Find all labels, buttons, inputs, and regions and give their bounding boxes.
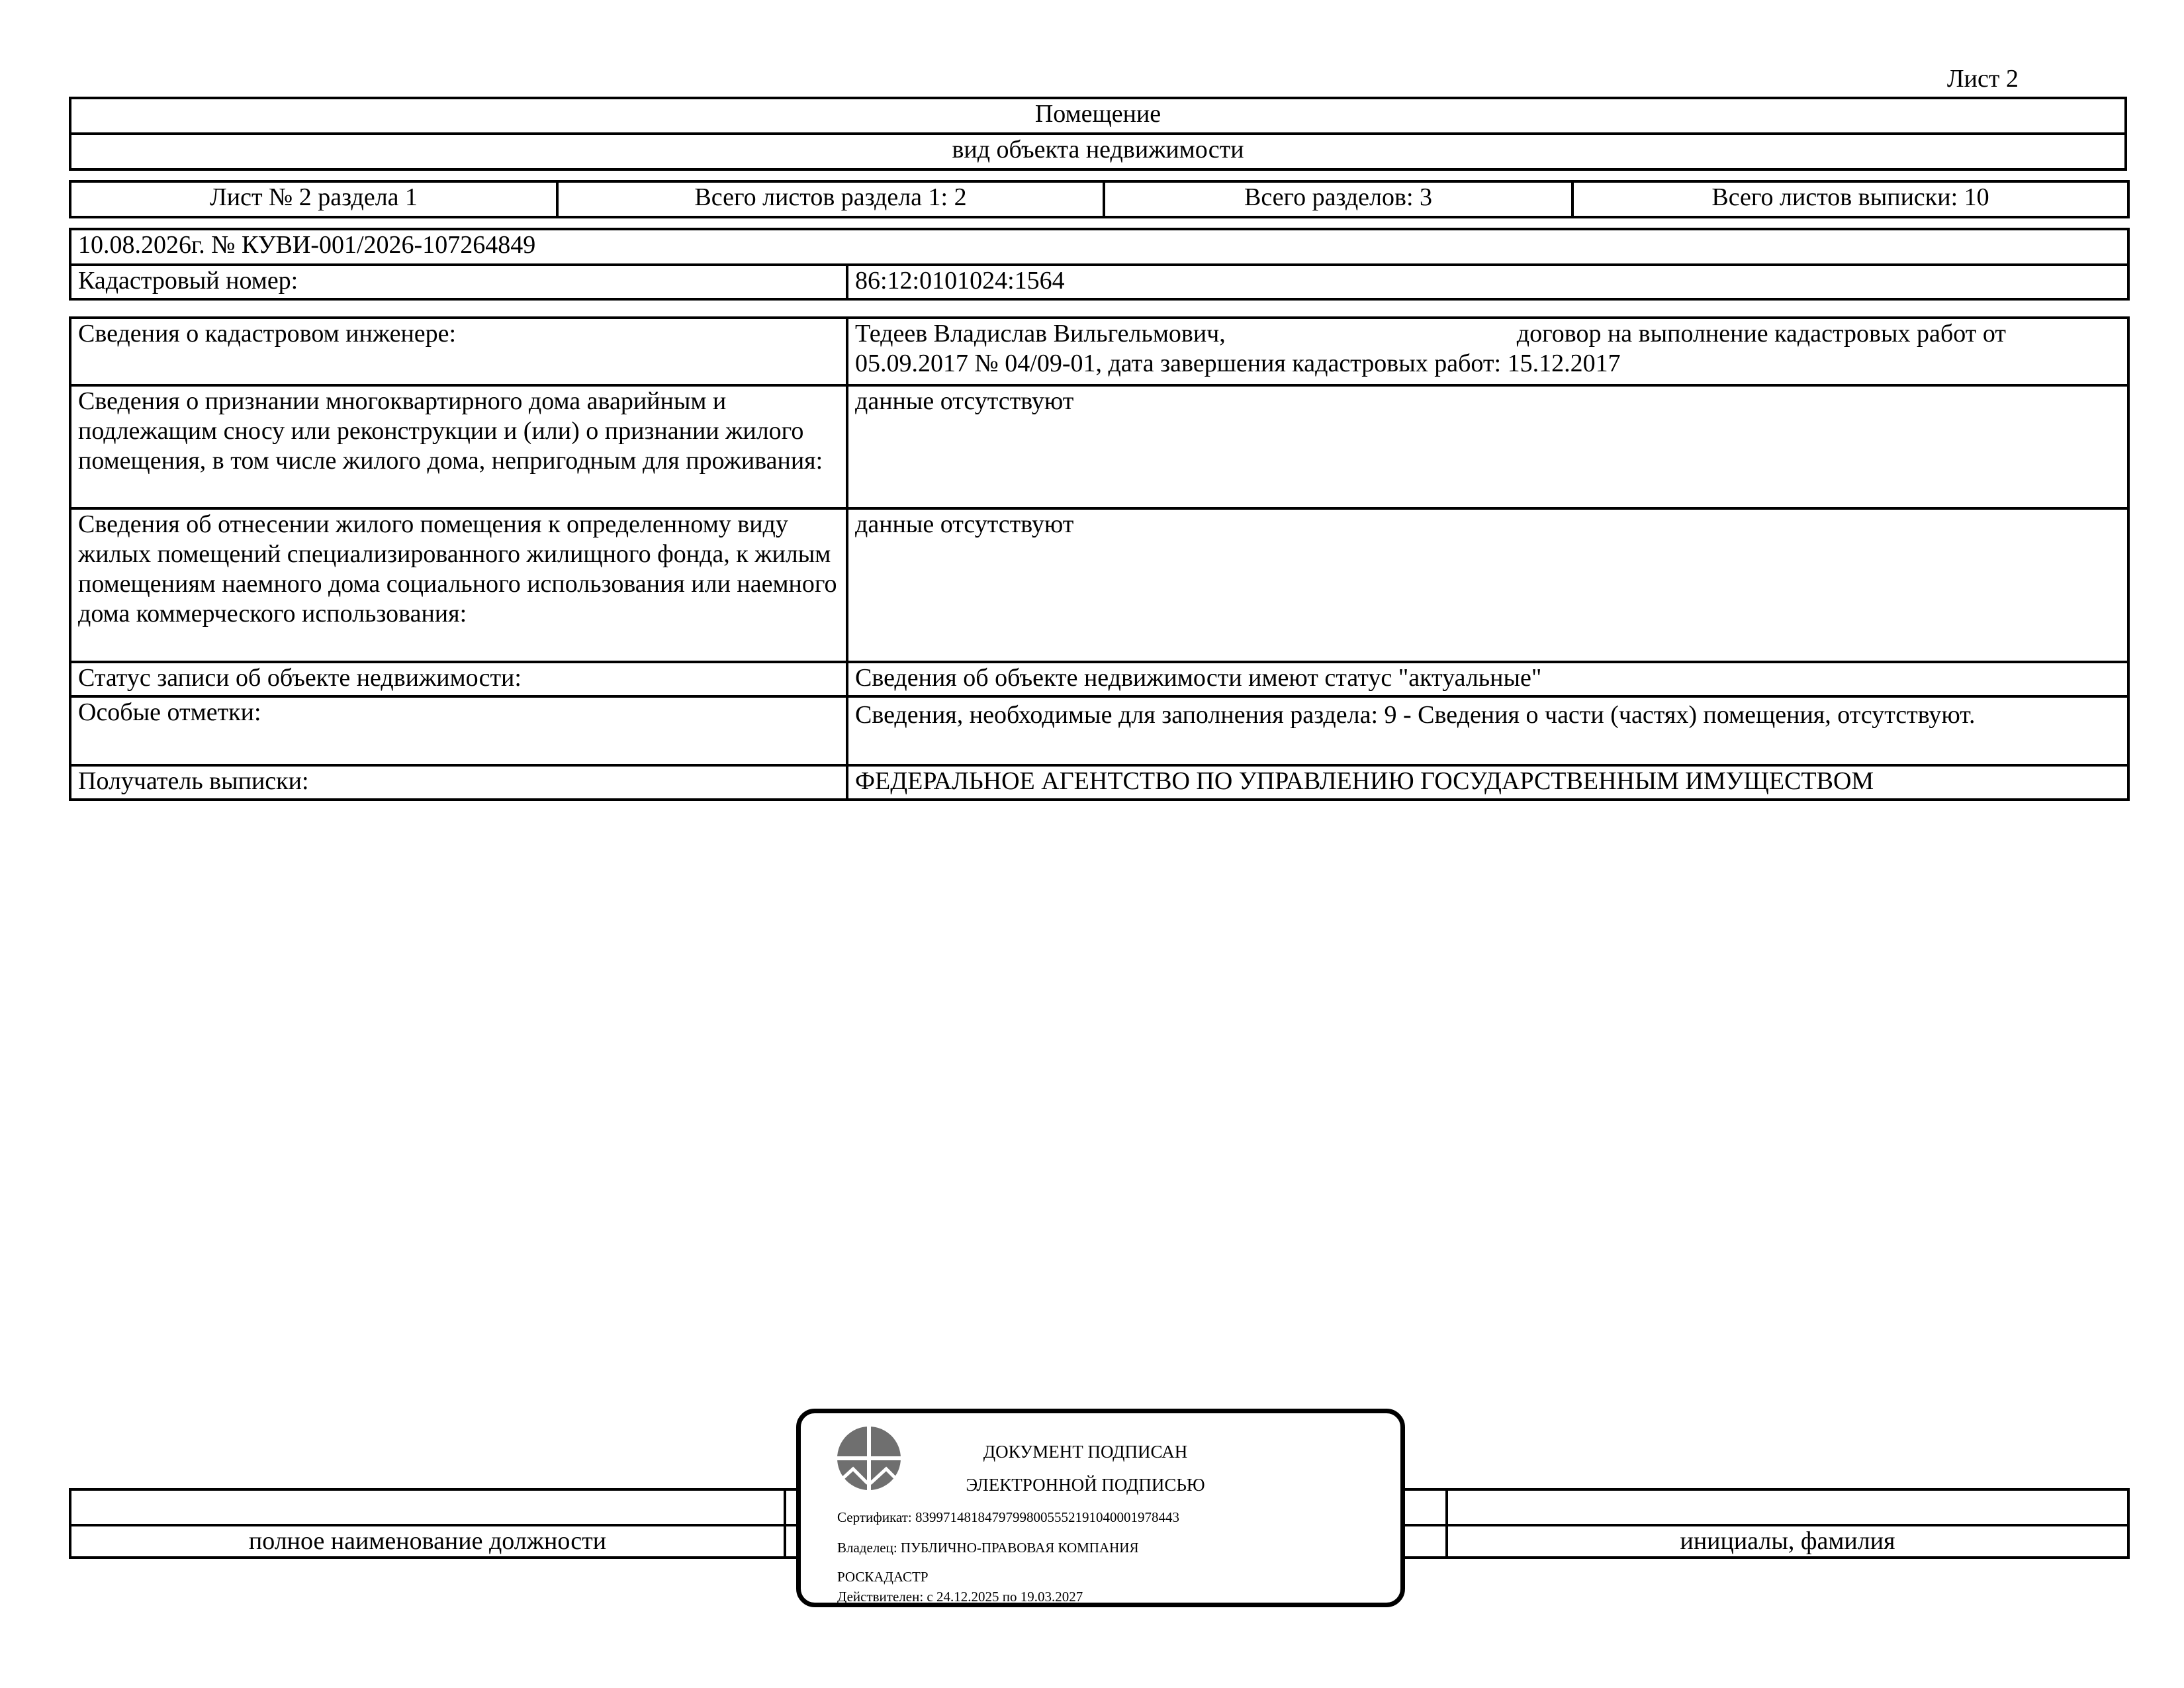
- engineer-contract-part1: договор на выполнение кадастровых работ от: [1516, 320, 2006, 348]
- engineer-name: Тедеев Владислав Вильгельмович,: [855, 320, 1226, 348]
- special-marks-row: [70, 696, 2128, 765]
- engineer-label: Сведения о кадастровом инженере:: [70, 318, 847, 385]
- engineer-row: [70, 318, 2128, 385]
- record-status-label: Статус записи об объекте недвижимости:: [70, 662, 847, 696]
- housing-type-row: [70, 508, 2128, 662]
- object-kind-caption: вид объекта недвижимости: [70, 134, 2126, 169]
- special-marks-label: Особые отметки:: [70, 696, 847, 765]
- stamp-certificate: Сертификат: 83997148184797998005552191040001978443: [837, 1509, 1179, 1525]
- emergency-label: Сведения о признании многоквартирного дома аварийным и подлежащим сносу или реконструкции и (или) о признании жилого помещения, в том числе жилого дома, непригодным для проживания:: [70, 385, 847, 508]
- recipient-label: Получатель выписки:: [70, 765, 847, 800]
- rosreestr-logo-icon: [836, 1425, 902, 1491]
- header-table: [69, 97, 2127, 171]
- special-marks-value: Сведения, необходимые для заполнения раздела: 9 - Сведения о части (частях) помещения, отсутствуют.: [847, 696, 2128, 765]
- extract-date-number: 10.08.2026г. № КУВИ-001/2026-107264849: [70, 229, 2128, 265]
- section-sheets-total: Всего листов раздела 1: 2: [557, 181, 1104, 217]
- position-field: [70, 1489, 785, 1525]
- object-name: Помещение: [70, 98, 2126, 134]
- record-status-value: Сведения об объекте недвижимости имеют статус "актуальные": [847, 662, 2128, 696]
- emergency-row: [70, 385, 2128, 508]
- stamp-title-line1: ДОКУМЕНТ ПОДПИСАН: [983, 1442, 1188, 1462]
- sections-total: Всего разделов: 3: [1104, 181, 1572, 217]
- recipient-value: ФЕДЕРАЛЬНОЕ АГЕНТСТВО ПО УПРАВЛЕНИЮ ГОСУДАРСТВЕННЫМ ИМУЩЕСТВОМ: [847, 765, 2128, 800]
- stamp-title-line2: ЭЛЕКТРОННОЙ ПОДПИСЬЮ: [966, 1475, 1205, 1495]
- stamp-owner-line2: РОСКАДАСТР: [837, 1569, 929, 1585]
- housing-type-label: Сведения об отнесении жилого помещения к определенному виду жилых помещений специализированного жилищного фонда, к жилым помещениям наемного дома социального использования или наемного дома коммерческого использования:: [70, 508, 847, 662]
- sheet-info-table: [69, 180, 2130, 218]
- housing-type-value: данные отсутствуют: [847, 508, 2128, 662]
- engineer-contract-part2: 05.09.2017 № 04/09-01, дата завершения кадастровых работ: 15.12.2017: [855, 350, 1621, 377]
- extract-table: [69, 228, 2130, 301]
- position-caption: полное наименование должности: [70, 1525, 785, 1558]
- stamp-owner-line1: Владелец: ПУБЛИЧНО-ПРАВОВАЯ КОМПАНИЯ: [837, 1540, 1139, 1556]
- extract-sheets-total: Всего листов выписки: 10: [1572, 181, 2128, 217]
- name-field: [1447, 1489, 2128, 1525]
- stamp-validity: Действителен: с 24.12.2025 по 19.03.2027: [837, 1589, 1083, 1605]
- details-table: [69, 316, 2130, 801]
- cadastral-number-value: 86:12:0101024:1564: [847, 265, 2128, 299]
- sheet-of-section: Лист № 2 раздела 1: [70, 181, 557, 217]
- name-caption: инициалы, фамилия: [1447, 1525, 2128, 1558]
- cadastral-number-label: Кадастровый номер:: [70, 265, 847, 299]
- emergency-value: данные отсутствуют: [847, 385, 2128, 508]
- record-status-row: [70, 662, 2128, 696]
- electronic-signature-stamp: [796, 1409, 1405, 1607]
- sheet-number: Лист 2: [1946, 65, 2019, 93]
- recipient-row: [70, 765, 2128, 800]
- engineer-value: [847, 318, 2128, 385]
